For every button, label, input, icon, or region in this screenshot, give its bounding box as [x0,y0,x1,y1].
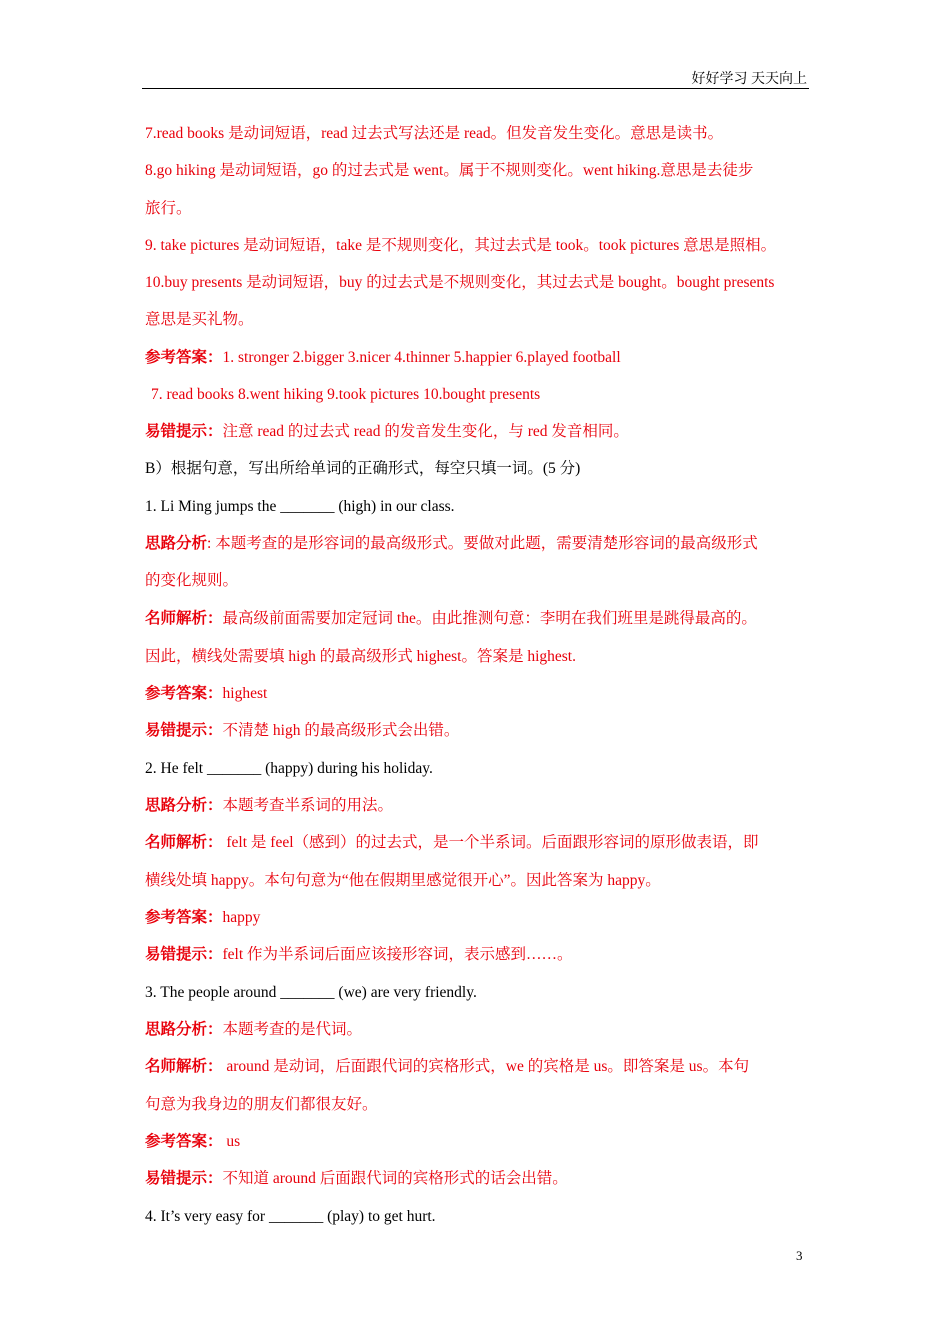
text-line: 8.go hiking 是动词短语，go 的过去式是 went。属于不规则变化。went hiking.意思是去徒步 [145,162,754,179]
section-heading: B）根据句意，写出所给单词的正确形式，每空只填一词。(5 分) [145,460,581,477]
question-line: 1. Li Ming jumps the _______ (high) in our class. [145,498,455,515]
explanation-label: 名师解析： [145,1058,223,1075]
tip-label: 易错提示： [145,722,223,739]
text-line: 7.read books 是动词短语，read 过去式写法还是 read。但发音发生变化。意思是读书。 [145,125,724,142]
text-line: 横线处填 happy。本句句意为“他在假期里感觉很开心”。因此答案为 happy。 [145,872,661,889]
tip-line [145,721,459,741]
answer-label: 参考答案： [145,1133,223,1150]
analysis-text: : 本题考查的是形容词的最高级形式。要做对此题，需要清楚形容词的最高级形式 [207,535,758,552]
answer-label: 参考答案： [145,685,223,702]
explanation-text: felt 是 feel（感到）的过去式，是一个半系词。后面跟形容词的原形做表语，即 [222,834,759,851]
analysis-text: 本题考查半系词的用法。 [222,797,394,814]
page-header [142,66,809,89]
answer-text: us [222,1133,241,1150]
header-text: 好好学习 天天向上 [691,72,807,87]
tip-line [145,945,573,965]
explanation-text: around 是动词，后面跟代词的宾格形式，we 的宾格是 us。即答案是 us。本句 [222,1058,750,1075]
analysis-line [145,1020,362,1040]
answer-label: 参考答案： [145,909,223,926]
question-line: 4. It’s very easy for _______ (play) to get hurt. [145,1208,436,1225]
tip-label: 易错提示： [145,946,223,963]
explanation-label: 名师解析： [145,610,223,627]
page-number: 3 [796,1248,803,1263]
answer-text: happy [222,909,261,926]
text-line: 10.buy presents 是动词短语，buy 的过去式是不规则变化，其过去式是 bought。bought presents [145,274,775,291]
answer-line [145,1132,240,1152]
tip-line [145,422,629,442]
tip-label: 易错提示： [145,423,223,440]
text-line: 的变化规则。 [145,572,239,589]
tip-text: 不知道 around 后面跟代词的宾格形式的话会出错。 [222,1170,568,1187]
text-line: 旅行。 [145,200,192,217]
text-line: 因此，横线处需要填 high 的最高级形式 highest。答案是 highest. [145,648,576,665]
answer-line [145,348,621,368]
explanation-line [145,1057,749,1077]
answer-line: 7. read books 8.went hiking 9.took pictures 10.bought presents [151,386,541,403]
analysis-line [145,796,393,816]
tip-text: 注意 read 的过去式 read 的发音发生变化，与 red 发音相同。 [222,423,629,440]
tip-label: 易错提示： [145,1170,223,1187]
answer-text: 1. stronger 2.bigger 3.nicer 4.thinner 5.happier 6.played football [222,349,621,366]
tip-line [145,1169,568,1189]
text-line: 句意为我身边的朋友们都很友好。 [145,1096,378,1113]
question-line: 3. The people around _______ (we) are very friendly. [145,984,477,1001]
answer-label: 参考答案： [145,349,223,366]
answer-line [145,684,267,704]
text-line: 9. take pictures 是动词短语，take 是不规则变化，其过去式是 took。took pictures 意思是照相。 [145,237,777,254]
answer-text: highest [222,685,268,702]
explanation-label: 名师解析： [145,834,223,851]
analysis-label: 思路分析 [145,535,208,552]
analysis-label: 思路分析： [145,797,223,814]
analysis-line [145,534,758,554]
explanation-line [145,833,759,853]
tip-text: felt 作为半系词后面应该接形容词，表示感到……。 [222,946,573,963]
explanation-text: 最高级前面需要加定冠词 the。由此推测句意：李明在我们班里是跳得最高的。 [222,610,757,627]
explanation-line [145,609,757,629]
answer-line [145,908,260,928]
text-line: 意思是买礼物。 [145,311,254,328]
tip-text: 不清楚 high 的最高级形式会出错。 [222,722,460,739]
analysis-text: 本题考查的是代词。 [222,1021,363,1038]
analysis-label: 思路分析： [145,1021,223,1038]
question-line: 2. He felt _______ (happy) during his holiday. [145,760,433,777]
